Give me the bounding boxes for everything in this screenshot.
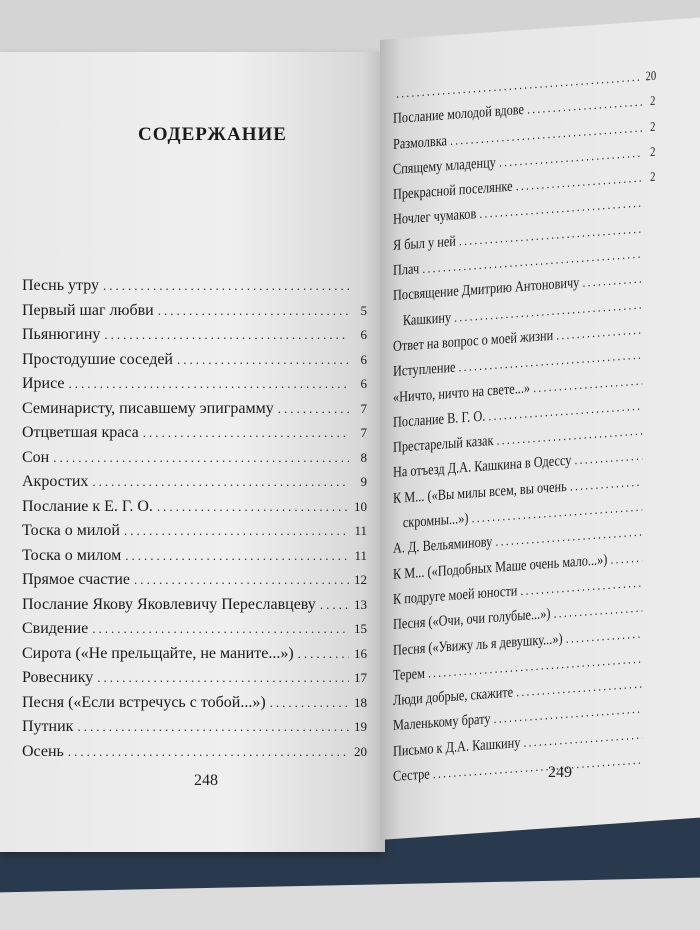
toc-entry-page	[646, 434, 656, 435]
toc-entry-page: 2	[650, 118, 656, 134]
toc-entry-page: 20	[645, 67, 657, 84]
toc-entry-page	[646, 206, 656, 207]
toc-entry	[22, 498, 367, 523]
toc-entry-page: 12	[354, 572, 367, 587]
toc-entry-title: Ровеснику	[22, 669, 94, 686]
toc-entry-title: Ответ на вопрос о моей жизни	[393, 327, 554, 355]
dot-leader	[92, 474, 349, 490]
toc-entry-title: Иступление	[393, 359, 456, 381]
toc-entry-page: 6	[360, 351, 367, 367]
toc-entry	[22, 620, 367, 645]
dot-leader	[143, 425, 349, 441]
toc-entry-page	[646, 257, 656, 258]
toc-entry-page: 7	[360, 425, 367, 440]
toc-entry-page: 18	[354, 694, 367, 710]
dot-leader	[68, 744, 349, 760]
toc-entry-title: Послание Якову Яковлевичу Переславцеву	[22, 595, 316, 613]
toc-entry-title: Плач	[393, 261, 420, 280]
toc-entry-title: Тоска о милом	[22, 546, 122, 564]
toc-entry	[22, 522, 367, 547]
toc-entry-page: 11	[354, 547, 367, 563]
toc-entry-page	[646, 560, 656, 561]
toc-entry-title: Песня («Если встречусь с тобой...»)	[22, 693, 266, 711]
toc-title: СОДЕРЖАНИЕ	[138, 124, 287, 145]
toc-entry	[22, 277, 367, 302]
toc-list-left	[22, 277, 367, 767]
toc-entry-title: Тоска о милой	[22, 522, 120, 539]
toc-entry-title: К М... («Вы милы всем, вы очень	[393, 478, 567, 507]
toc-entry-title: Я был у ней	[393, 233, 456, 254]
toc-entry	[22, 669, 367, 694]
toc-entry-title: Спящему младенцу	[393, 154, 496, 178]
toc-entry	[22, 449, 367, 474]
toc-entry-title: Посвящение Дмитрию Антоновичу	[393, 275, 580, 305]
dot-leader	[177, 352, 349, 368]
toc-entry-title: Люди добрые, скажите	[393, 684, 514, 710]
toc-entry-page: 2	[650, 92, 656, 109]
toc-entry-page: 2	[650, 168, 656, 185]
dot-leader	[158, 303, 349, 319]
toc-entry	[22, 400, 367, 425]
toc-entry-page	[646, 535, 656, 536]
toc-entry-page: 7	[360, 400, 367, 416]
toc-entry-page: 19	[354, 719, 367, 734]
toc-entry-page: 13	[354, 596, 367, 612]
toc-entry	[22, 326, 367, 351]
toc-entry	[22, 424, 367, 449]
toc-entry	[22, 645, 367, 670]
toc-entry-title: Послание молодой вдове	[393, 102, 524, 128]
toc-entry-title: Послание к Е. Г. О.	[22, 497, 153, 515]
toc-entry	[22, 743, 367, 768]
toc-entry-title: А. Д. Вельяминову	[393, 534, 493, 558]
toc-entry-page	[646, 307, 656, 308]
dot-leader	[97, 670, 349, 686]
dot-leader	[134, 572, 349, 588]
page-number-left: 248	[194, 772, 218, 789]
toc-entry-page	[646, 383, 656, 384]
dot-leader	[103, 278, 349, 294]
toc-entry-page	[646, 636, 656, 637]
toc-entry-page: 2	[650, 143, 656, 159]
toc-entry-title: Песня («Увижу ль я девушку...»)	[393, 630, 563, 659]
toc-entry-title: Ночлег чумаков	[393, 206, 477, 229]
toc-entry-page	[646, 459, 656, 460]
toc-entry-title: Прямое счастие	[22, 571, 131, 588]
toc-entry-page	[646, 282, 656, 283]
toc-entry-page	[646, 763, 656, 764]
dot-leader	[157, 499, 349, 515]
dot-leader	[69, 376, 349, 392]
toc-entry	[22, 473, 367, 498]
dot-leader	[583, 271, 643, 291]
dot-leader	[278, 401, 349, 417]
dot-leader	[124, 523, 349, 539]
dot-leader	[77, 719, 349, 735]
toc-entry-title: «Ничто, ничто на свете...»	[393, 379, 531, 406]
toc-entry	[22, 718, 367, 743]
toc-entry-page: 8	[360, 449, 367, 465]
toc-entry	[22, 547, 367, 572]
dot-leader	[53, 450, 349, 466]
toc-entry-title: Сестре	[393, 766, 430, 786]
toc-entry-title: Семинаристу, писавшему эпиграмму	[22, 399, 274, 417]
toc-list-right	[393, 68, 655, 795]
toc-entry-page: 5	[360, 302, 367, 318]
toc-entry-page: 9	[360, 474, 367, 489]
toc-entry-page	[646, 358, 656, 359]
toc-entry-title: На отъезд Д.А. Кашкина в Одессу	[393, 452, 572, 482]
toc-entry-page	[646, 712, 656, 713]
toc-entry-page	[646, 737, 656, 738]
toc-entry-title: Песня («Очи, очи голубые...»)	[393, 606, 551, 634]
toc-entry-page: 17	[354, 670, 367, 685]
toc-entry-page: 6	[360, 327, 367, 342]
toc-entry-title: Послание В. Г. О.	[393, 408, 486, 431]
toc-entry-title: Песнь утру	[22, 277, 99, 294]
toc-entry-page: 11	[354, 523, 367, 538]
toc-entry	[22, 351, 367, 376]
toc-entry-page	[646, 611, 656, 612]
toc-entry-page	[646, 661, 656, 662]
toc-entry-page: 6	[360, 376, 367, 391]
toc-entry-page	[646, 586, 656, 587]
toc-entry-title: Кашкину	[402, 309, 452, 329]
toc-entry	[22, 694, 367, 719]
toc-entry-title: Акростих	[22, 473, 89, 490]
toc-entry-page	[646, 333, 656, 334]
dot-leader	[125, 548, 349, 564]
toc-entry-page: 16	[354, 645, 367, 661]
toc-entry	[22, 571, 367, 596]
toc-entry	[22, 375, 367, 400]
dot-leader	[298, 646, 349, 662]
toc-entry-title: Сон	[22, 448, 50, 466]
toc-entry-page: 10	[354, 498, 367, 514]
toc-entry-title: Маленькому брату	[393, 711, 491, 735]
dot-leader	[320, 597, 349, 613]
toc-entry-page: 20	[354, 743, 367, 759]
page-number-right: 249	[548, 764, 572, 781]
toc-entry-page	[646, 409, 656, 410]
dot-leader	[611, 549, 643, 567]
toc-entry-title: К М... («Подобных Маше очень мало...»)	[393, 551, 608, 583]
toc-entry-title: Ирисе	[22, 375, 65, 392]
dot-leader	[92, 621, 349, 637]
toc-entry	[22, 302, 367, 327]
toc-entry-title: Отцветшая краса	[22, 424, 139, 441]
toc-entry-title: Сирота («Не прельщайте, не маните...»)	[22, 644, 294, 662]
toc-entry	[22, 596, 367, 621]
toc-entry-title: Осень	[22, 742, 64, 760]
toc-entry-page	[646, 687, 656, 688]
toc-entry-title: Письмо к Д.А. Кашкину	[393, 734, 521, 760]
toc-entry-page	[646, 484, 656, 485]
toc-entry-title: Прекрасной поселянке	[393, 178, 513, 204]
toc-entry-title: Путник	[22, 718, 74, 735]
toc-entry-title: Престарелый казак	[393, 433, 494, 457]
toc-entry-title: К подруге моей юности	[393, 583, 518, 608]
toc-entry-title: скромны...»)	[402, 510, 469, 532]
toc-entry-page: 15	[354, 621, 367, 636]
toc-entry-title: Терем	[393, 665, 425, 684]
dot-leader	[575, 448, 643, 469]
toc-entry-title: Размолвка	[393, 132, 447, 153]
dot-leader	[104, 327, 349, 343]
dot-leader	[270, 695, 349, 711]
toc-entry-title: Свидение	[22, 620, 89, 637]
toc-entry-title: Пьянюгину	[22, 326, 101, 343]
toc-entry-page	[646, 231, 656, 232]
toc-entry-title: Простодушие соседей	[22, 350, 173, 368]
toc-entry-title: Первый шаг любви	[22, 301, 154, 319]
toc-entry-page	[646, 510, 656, 511]
